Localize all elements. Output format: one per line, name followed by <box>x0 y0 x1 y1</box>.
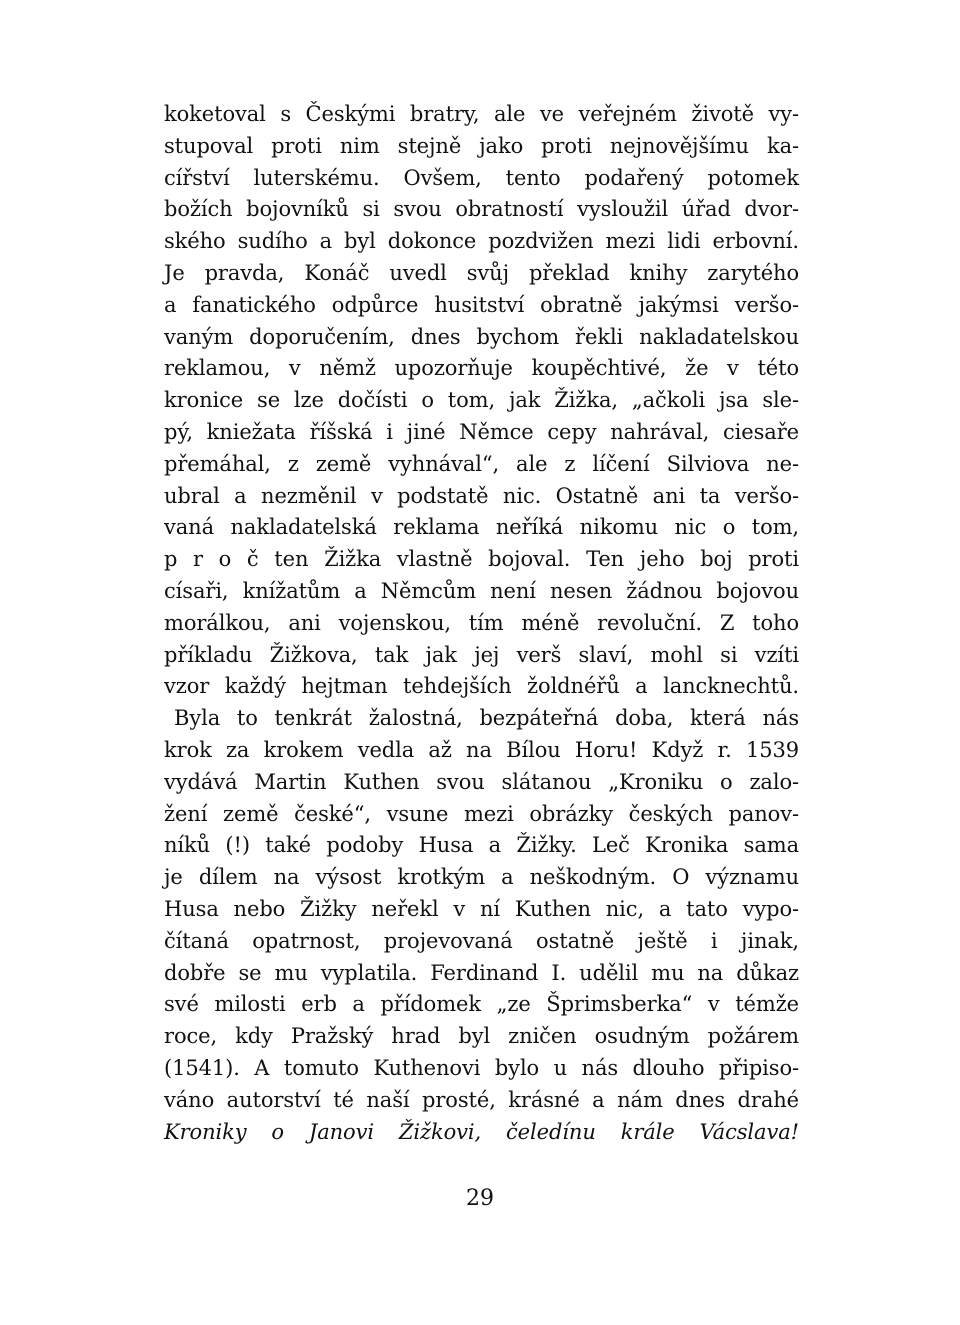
text-line: ubral a nezměnil v podstatě nic. Ostatně ani ta veršo- <box>164 483 799 508</box>
text-line: vaná nakladatelská reklama neříká nikomu nic o tom, <box>164 515 799 540</box>
paragraph-start-line: Byla to tenkrát žalostná, bezpáteřná doba, která nás <box>174 706 799 731</box>
text-line: ského sudího a byl dokonce pozdvižen mezi lidi erbovní. <box>164 229 799 254</box>
text-line: žení země české“, vsune mezi obrázky českých panov- <box>164 801 799 826</box>
text-line: je dílem na výsost krotkým a neškodným. O významu <box>164 865 799 890</box>
text-line: váno autorství té naší prosté, krásné a nám dnes drahé <box>164 1087 799 1112</box>
text-line: cířství luterskému. Ovšem, tento podařený potomek <box>164 165 799 190</box>
text-line: vzor každý hejtman tehdejších žoldnéřů a lancknechtů. <box>164 674 799 699</box>
page-number: 29 <box>466 1186 494 1211</box>
text-line: roce, kdy Pražský hrad byl zničen osudným požárem <box>164 1024 799 1049</box>
text-line: své milosti erb a přídomek „ze Šprimsberka“ v témže <box>164 992 799 1017</box>
text-line: níků (!) také podoby Husa a Žižky. Leč Kronika sama <box>164 833 799 858</box>
text-line: Husa nebo Žižky neřekl v ní Kuthen nic, a tato vypo- <box>164 896 799 921</box>
text-line: vydává Martin Kuthen svou slátanou „Kroniku o zalo- <box>164 769 799 794</box>
text-line: stupoval proti nim stejně jako proti nejnovějšímu ka- <box>164 133 799 158</box>
italic-title-line: Kroniky o Janovi Žižkovi, čeledínu krále Vácslava! <box>164 1119 799 1144</box>
text-line: reklamou, v němž upozorňuje koupěchtivé, že v této <box>164 356 799 381</box>
text-line: čítaná opatrnost, projevovaná ostatně ještě i jinak, <box>164 928 799 953</box>
text-line: Je pravda, Konáč uvedl svůj překlad knihy zarytého <box>164 260 799 285</box>
text-line: dobře se mu vyplatila. Ferdinand I. udělil mu na důkaz <box>164 960 799 985</box>
text-line: císaři, knížatům a Němcům není nesen žádnou bojovou <box>164 578 799 603</box>
text-line: kronice se lze dočísti o tom, jak Žižka, „ačkoli jsa sle- <box>164 388 799 413</box>
text-line: božích bojovníků si svou obratností vysloužil úřad dvor- <box>164 197 799 222</box>
text-line: (1541). A tomuto Kuthenovi bylo u nás dlouho připiso- <box>164 1055 799 1080</box>
body-text <box>164 99 799 1148</box>
text-line: krok za krokem vedla až na Bílou Horu! Když r. 1539 <box>164 737 799 762</box>
text-line: příkladu Žižkova, tak jak jej verš slaví, mohl si vzíti <box>164 642 799 667</box>
text-line: a fanatického odpůrce husitství obratně jakýmsi veršo- <box>164 292 799 317</box>
text-line: morálkou, ani vojenskou, tím méně revoluční. Z toho <box>164 610 799 635</box>
text-line: p r o č ten Žižka vlastně bojoval. Ten jeho boj proti <box>164 547 799 572</box>
text-line: koketoval s Českými bratry, ale ve veřejném životě vy- <box>164 102 799 126</box>
text-line: přemáhal, z země vyhnával“, ale z líčení Silviova ne- <box>164 451 799 476</box>
text-line: vaným doporučením, dnes bychom řekli nakladatelskou <box>164 324 799 349</box>
text-line: pý, kniežata říšská i jiné Němce cepy nahrával, ciesaře <box>164 419 799 444</box>
